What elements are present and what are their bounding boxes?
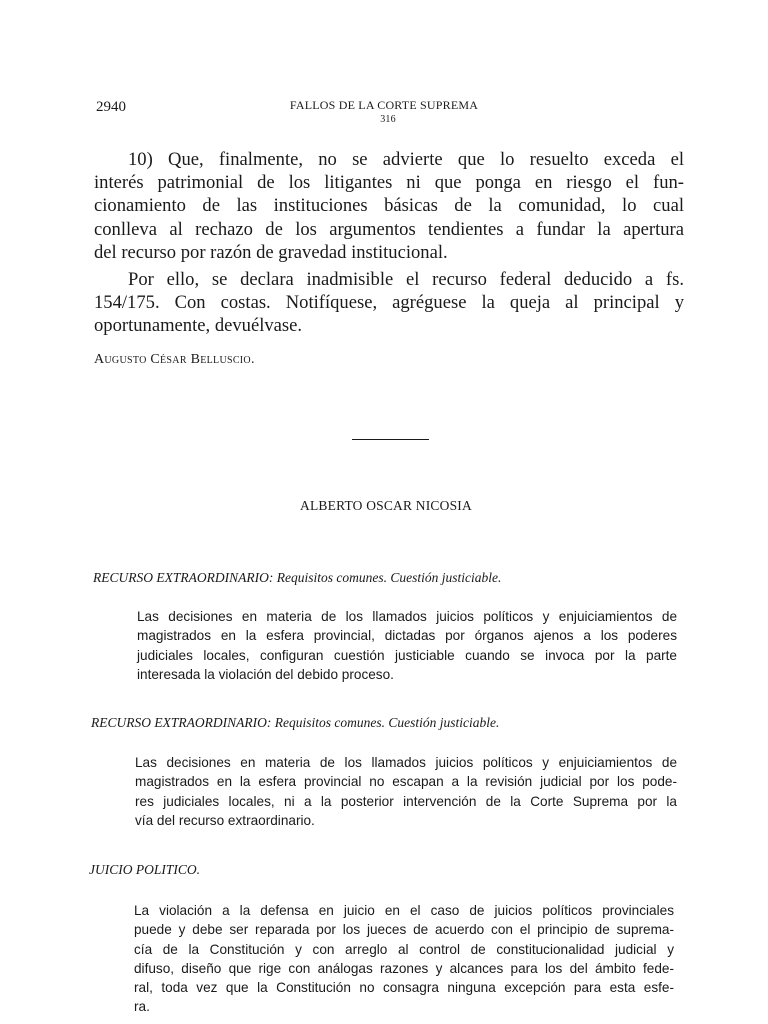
- summary-line: res judiciales locales, ni a la posterior intervención de la Corte Suprema por la: [135, 793, 677, 809]
- page-number: 2940: [96, 99, 126, 115]
- summary-line: judiciales locales, configuran cuestión justiciable cuando se invoca por la parte: [137, 647, 677, 663]
- summary-line: interesada la violación del debido proceso.: [137, 666, 394, 682]
- case-title: ALBERTO OSCAR NICOSIA: [300, 498, 472, 513]
- section-divider: [352, 439, 429, 440]
- summary-line: Las decisiones en materia de los llamados juicios políticos y enjuiciamientos de: [137, 609, 677, 624]
- summary-line: magistrados en la esfera provincial, dictadas por órganos ajenos a los poderes: [137, 628, 677, 644]
- summary-line: La violación a la defensa en juicio en el caso de juicios políticos provinciales: [134, 903, 674, 918]
- running-head: [0, 98, 768, 125]
- headnote-topic-label: RECURSO EXTRAORDINARIO:: [93, 570, 274, 585]
- headnote-topic-detail: Requisitos comunes. Cuestión justiciable.: [273, 570, 502, 585]
- paragraph-line: 154/175. Con costas. Notifíquese, agréguese la queja al principal y: [94, 292, 684, 314]
- paragraph-por-ello: [94, 268, 684, 338]
- headnote-summary: [134, 901, 674, 1017]
- summary-line: cía de la Constitución y con arreglo al control de constitucionalidad judicial y: [134, 941, 674, 957]
- headnote-topic-label: RECURSO EXTRAORDINARIO:: [91, 715, 272, 730]
- running-head-title: FALLOS DE LA CORTE SUPREMA: [289, 98, 479, 112]
- summary-line: magistrados en la esfera provincial no escapan a la revisión judicial por los pode-: [135, 774, 677, 790]
- summary-line: ral, toda vez que la Constitución no consagra ninguna excepción para esta esfe-: [134, 980, 674, 996]
- paragraph-line: oportunamente, devuélvase.: [94, 315, 303, 337]
- volume-number: 316: [380, 114, 396, 125]
- paragraph-line: conlleva al rechazo de los argumentos tendientes a fundar la apertura: [94, 218, 684, 240]
- summary-line: ra.: [134, 999, 150, 1015]
- summary-line: Las decisiones en materia de los llamados juicios políticos y enjuiciamientos de: [135, 755, 677, 770]
- headnote-topic: [91, 715, 499, 731]
- summary-line: vía del recurso extraordinario.: [135, 812, 315, 828]
- summary-line: puede y debe ser reparada por los jueces de acuerdo con el principio de suprema-: [134, 922, 674, 938]
- judge-signature: Augusto César Belluscio.: [94, 352, 255, 367]
- paragraph-line: Por ello, se declara inadmisible el recurso federal deducido a fs.: [128, 269, 684, 290]
- headnote-summary: [135, 753, 677, 830]
- paragraph-10: [94, 148, 684, 264]
- headnote-topic-detail: Requisitos comunes. Cuestión justiciable.: [271, 715, 500, 730]
- paragraph-line: 10) Que, finalmente, no se advierte que lo resuelto exceda el: [128, 149, 684, 170]
- paragraph-line: cionamiento de las instituciones básicas de la comunidad, lo cual: [94, 195, 684, 217]
- paragraph-line: interés patrimonial de los litigantes ni que ponga en riesgo el fun-: [94, 172, 684, 194]
- headnote-summary: [137, 607, 677, 684]
- summary-line: difuso, diseño que rige con análogas razones y alcances para los del ámbito fede-: [134, 960, 674, 976]
- headnote-topic: [93, 570, 501, 586]
- headnote-topic: [89, 862, 200, 878]
- headnote-topic-label: JUICIO POLITICO.: [89, 862, 200, 877]
- paragraph-line: del recurso por razón de gravedad institucional.: [94, 241, 448, 263]
